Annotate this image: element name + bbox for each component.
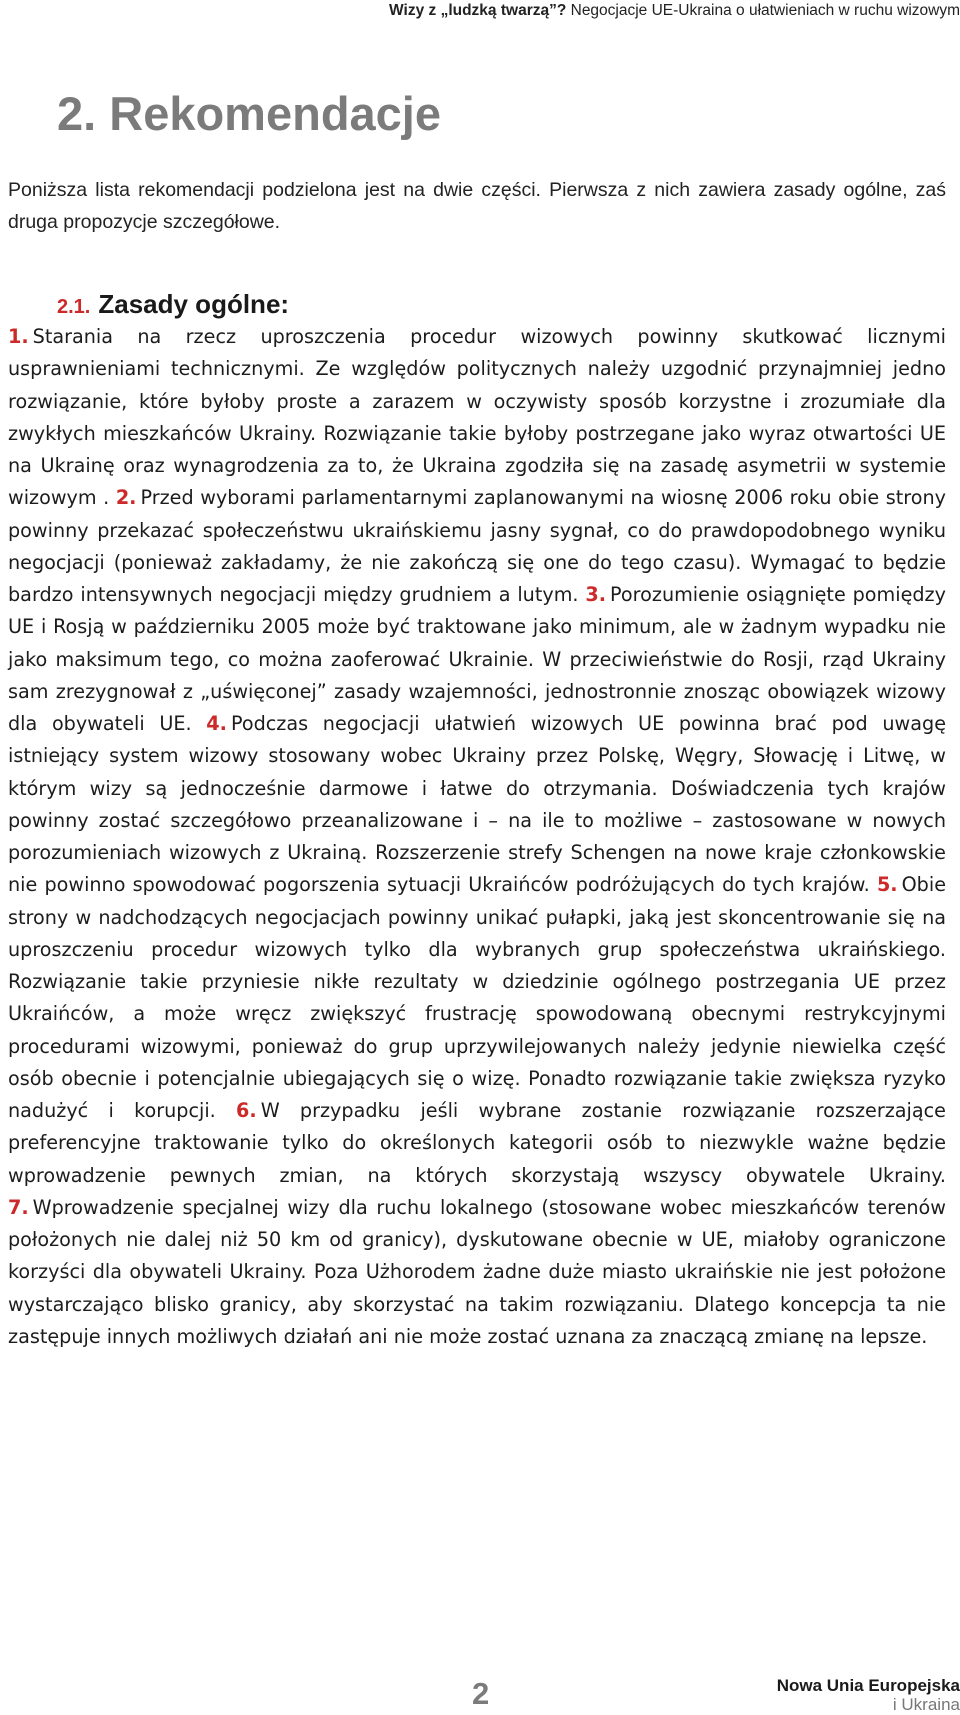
subsection-title: Zasady ogólne: [98,289,290,319]
recommendation-text: Podczas negocjacji ułatwień wizowych UE powinna brać pod uwagę istniejący system wizowy stosowany wobec Ukrainy przez Polskę, Węgry, Słowację i Litwę, w którym wizy są jednocześnie darmowe i łatwe do otrzymania. Doświadczenia tych krajów powinny zostać szczegółowo przeanalizowane i – na ile to możliwe – zastosowane w nowych porozumieniach wizowych z Ukrainą. Rozszerzenie strefy Schengen na nowe kraje członkowskie nie powinno spowodować pogorszenia sytuacji Ukraińców podróżujących do tych krajów. [8,712,946,897]
recommendation-number: 6. [236,1099,257,1122]
recommendation-item [8,712,946,896]
recommendation-number: 3. [585,583,607,606]
page-number: 2 [472,1676,490,1711]
recommendations-list [8,321,946,1353]
subsection-number: 2.1. [57,296,91,318]
recommendation-number: 5. [876,873,898,897]
subsection-heading [57,287,289,324]
recommendation-item [8,1196,946,1348]
recommendation-text: Obie strony w nadchodzących negocjacjach powinny unikać pułapki, jaką jest skoncentrowanie się na uproszczeniu procedur wizowych tylko dla wybranych grup społeczeństwa ukraińskiego. Rozwiązanie takie przyniesie nikłe rezultaty w dziedzinie ogólnego postrzegania UE przez Ukraińców, a może wręcz zwiększyć frustrację spowodowaną obecnymi restrykcyjnymi procedurami wizowymi, ponieważ do grup uprzywilejowanych należy jedynie niewielka część osób obecnie i potencjalnie ubiegających się o wizę. Ponadto rozwiązanie takie zwiększa ryzyko nadużyć i korupcji. [8,873,946,1122]
recommendation-number: 1. [8,325,29,348]
running-header-subtitle: Negocjacje UE-Ukraina o ułatwieniach w ruchu wizowym [566,2,960,19]
recommendation-number: 7. [8,1195,29,1219]
recommendation-text: W przypadku jeśli wybrane zostanie rozwiązanie rozszerzające preferencyjne traktowanie tylko do określonych kategorii osób to niezwykle ważne będzie wprowadzenie pewnych zmian, na których skorzystają wszyscy obywatele Ukrainy. [8,1099,946,1187]
running-header [389,0,960,22]
publisher-brand [777,1676,960,1714]
recommendation-number: 2. [115,486,137,510]
recommendation-text: Wprowadzenie specjalnej wizy dla ruchu lokalnego (stosowane wobec mieszkańców terenów położonych nie dalej niż 50 km od granicy), dyskutowane obecnie w UE, miałoby ograniczone korzyści dla obywateli Ukrainy. Poza Użhorodem żadne duże miasto ukraińskie nie jest położone wystarczająco blisko granicy, aby skorzystać na takim rozwiązaniu. Dlatego koncepcja ta nie zastępuje innych możliwych działań ani nie może zostać uznana za znaczącą zmianę na lepsze. [8,1195,946,1348]
recommendation-item [8,325,946,509]
section-heading: 2. Rekomendacje [57,87,442,140]
recommendation-item [8,873,946,1122]
recommendation-text: Porozumienie osiągnięte pomiędzy UE i Rosją w październiku 2005 może być traktowane jako minimum, ale w żadnym wypadku nie jako maksimum tego, co można zaoferować Ukrainie. W przeciwieństwie do Rosji, rząd Ukrainy sam zrezygnował z „uświęconej” zasady wzajemności, jednostronnie znosząc obowiązek wizowy dla obywateli UE. [8,583,946,735]
running-header-title: Wizy z „ludzką twarzą”? [389,2,567,19]
recommendation-text: Przed wyborami parlamentarnymi zaplanowanymi na wiosnę 2006 roku obie strony powinny przekazać społeczeństwu ukraińskiemu jasny sygnał, co do prawdopodobnego wyniku negocjacji (ponieważ zakładamy, że nie zakończą się one do tego czasu). Wymagać to będzie bardzo intensywnych negocjacji między grudniem a lutym. [8,486,946,606]
recommendation-text: Starania na rzecz uproszczenia procedur wizowych powinny skutkować licznymi usprawnieniami technicznymi. Ze względów politycznych należy uzgodnić przynajmniej jedno rozwiązanie, które byłoby proste a zarazem w oczywisty sposób korzystne i zrozumiałe dla zwykłych mieszkańców Ukrainy. Rozwiązanie takie byłoby postrzegane jako wyraz otwartości UE na Ukrainę oraz wynagrodzenia za to, że Ukraina zgodziła się na zasadę asymetrii w systemie wizowym . [8,325,946,510]
recommendation-number: 4. [206,712,227,735]
brand-line-1: Nowa Unia Europejska [776,1676,960,1695]
section-intro: Poniższa lista rekomendacji podzielona jest na dwie części. Pierwsza z nich zawiera zasady ogólne, zaś druga propozycje szczegółowe. [8,179,946,233]
brand-line-2: i Ukraina [892,1695,960,1714]
